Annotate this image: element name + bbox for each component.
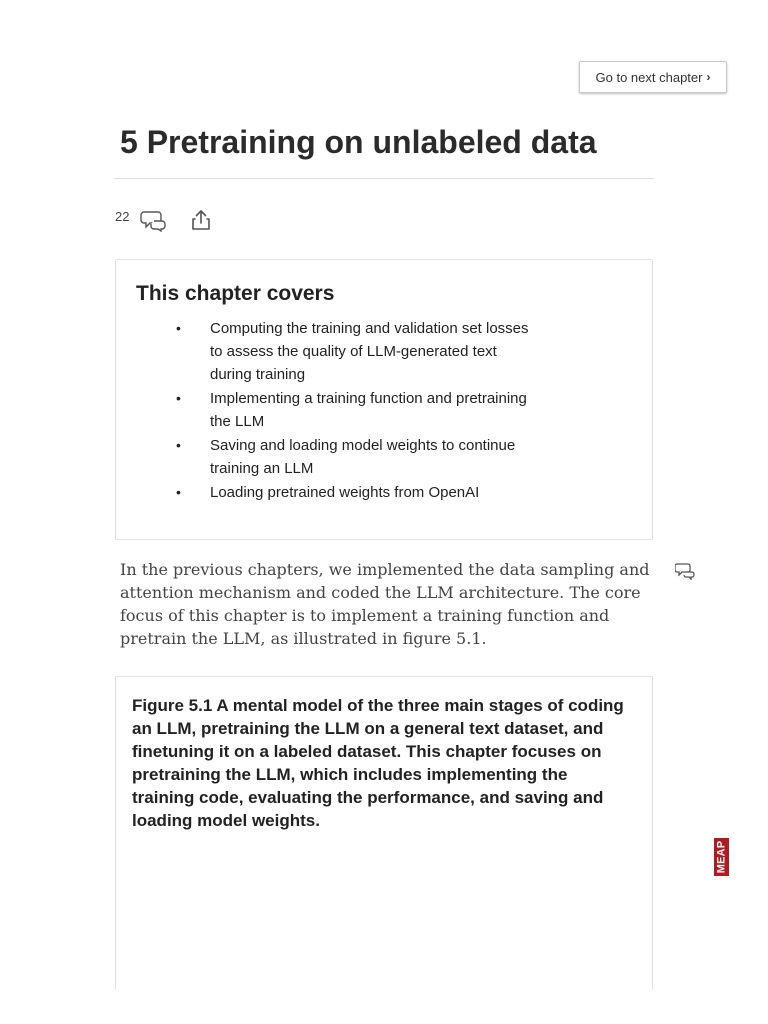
meap-badge[interactable] <box>714 838 729 876</box>
list-item <box>176 434 536 480</box>
list-item-text: Saving and loading model weights to continue training an LLM <box>210 437 516 477</box>
list-item <box>176 387 536 433</box>
bullet-icon: • <box>176 437 181 453</box>
list-item-text: Implementing a training function and pretraining the LLM <box>210 390 527 430</box>
bullet-icon: • <box>176 390 181 406</box>
next-chapter-label: Go to next chapter <box>595 69 703 85</box>
list-item <box>176 317 536 386</box>
bullet-icon: • <box>176 320 181 336</box>
viewport-bottom-edge <box>0 990 768 1024</box>
comments-icon[interactable] <box>140 208 168 232</box>
chevron-right-icon: › <box>706 70 711 84</box>
comment-count: 22 <box>115 209 130 224</box>
intro-paragraph[interactable]: In the previous chapters, we implemented the data sampling and attention mechanism and coded the LLM architecture. The core focus of this chapter is to implement a training function and pretrain the LLM, as illustrated in figure 5.1. <box>120 560 650 648</box>
share-icon[interactable] <box>190 208 212 232</box>
chapter-covers-list <box>176 317 536 505</box>
meap-badge-label: MEAP <box>715 840 728 874</box>
figure-5-1 <box>115 676 653 1006</box>
chapter-covers-heading: This chapter covers <box>136 282 335 305</box>
title-divider <box>114 178 654 179</box>
list-item-text: Computing the training and validation set losses to assess the quality of LLM-generated text during training <box>210 320 529 383</box>
list-item <box>176 481 536 504</box>
bullet-icon: • <box>176 484 181 500</box>
list-item-text: Loading pretrained weights from OpenAI <box>210 484 480 501</box>
go-to-next-chapter-button[interactable] <box>579 61 727 93</box>
figure-caption: Figure 5.1 A mental model of the three main stages of coding an LLM, pretraining the LLM on a general text dataset, and finetuning it on a labeled dataset. This chapter focuses on pretraining the LLM, which includes implementing the training code, evaluating the performance, and saving and loading model weights. <box>132 696 624 830</box>
paragraph-comment-icon[interactable] <box>675 562 697 580</box>
chapter-title: 5 Pretraining on unlabeled data <box>120 124 597 160</box>
chapter-covers-box <box>115 259 653 540</box>
